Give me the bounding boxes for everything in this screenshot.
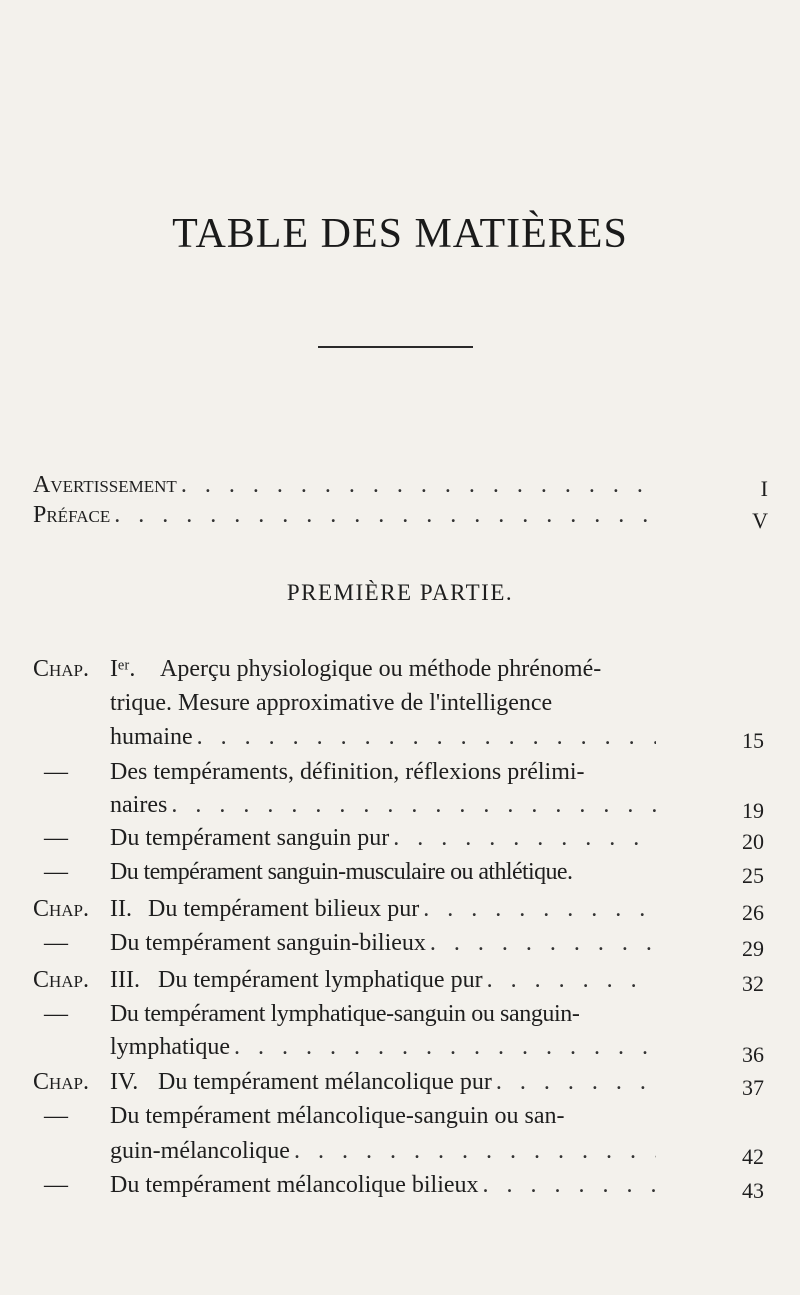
toc-page-number: 43: [742, 1178, 764, 1203]
toc-entry-bilieux-pur: [148, 894, 660, 924]
toc-entry-line: Du tempérament lymphatique pur: [158, 967, 483, 993]
toc-entry-naires: [110, 790, 660, 820]
toc-entry-line: guin-mélancolique: [110, 1138, 290, 1164]
chapter-label: Chap.: [33, 1069, 90, 1095]
leader-dots: [483, 1170, 656, 1200]
toc-page-number: 26: [742, 900, 764, 925]
chapter-number: Iᵉʳ.: [110, 656, 136, 682]
leader-dots: [423, 894, 656, 924]
toc-page-number: 36: [742, 1042, 764, 1067]
toc-page-number: V: [752, 508, 768, 533]
leader-dots: [114, 500, 654, 530]
toc-entry-line: Du tempérament lymphatique-sanguin ou sanguin-: [110, 1001, 580, 1027]
toc-entry-sanguin-bilieux: [110, 928, 660, 958]
toc-dash: —: [44, 1001, 68, 1027]
chapter-number: II.: [110, 896, 132, 922]
chapter-label: Chap.: [33, 656, 90, 682]
toc-dash: —: [44, 1172, 68, 1198]
toc-page-number: 20: [742, 829, 764, 854]
toc-entry-avertissement: [33, 470, 658, 500]
toc-page-number: 29: [742, 936, 764, 961]
leader-dots: [234, 1032, 656, 1062]
toc-entry-line: Du tempérament mélancolique pur: [158, 1069, 492, 1095]
toc-entry-line: Des tempéraments, définition, réflexions prélimi-: [110, 759, 585, 785]
leader-dots: [393, 823, 656, 853]
leader-dots: [496, 1067, 656, 1097]
toc-entry-lymphatique-pur: [158, 965, 660, 995]
leader-dots: [487, 965, 656, 995]
toc-entry-preface: [33, 500, 658, 530]
chapter-label: Chap.: [33, 967, 90, 993]
toc-entry-line: lymphatique: [110, 1034, 230, 1060]
toc-entry-humaine: [110, 722, 660, 752]
toc-entry-line: Du tempérament sanguin-bilieux: [110, 930, 426, 956]
chapter-number: IV.: [110, 1069, 139, 1095]
toc-dash: —: [44, 759, 68, 785]
toc-page-number: 19: [742, 798, 764, 823]
leader-dots: [294, 1136, 656, 1166]
toc-dash: —: [44, 859, 68, 885]
toc-entry-line: naires: [110, 792, 168, 818]
toc-page-number: 25: [742, 863, 764, 888]
toc-page-number: I: [760, 476, 768, 501]
page-title: TABLE DES MATIÈRES: [172, 211, 628, 257]
toc-dash: —: [44, 930, 68, 956]
toc-page-number: 37: [742, 1075, 764, 1100]
toc-entry-sanguin-pur: [110, 823, 660, 853]
toc-entry-line: humaine: [110, 724, 193, 750]
toc-entry-line: Du tempérament mélancolique-sanguin ou san-: [110, 1103, 565, 1129]
section-heading: PREMIÈRE PARTIE.: [286, 580, 514, 605]
toc-entry-line: Du tempérament mélancolique bilieux: [110, 1172, 479, 1198]
toc-entry-line: Du tempérament sanguin-musculaire ou athlétique.: [110, 859, 573, 885]
chapter-number: III.: [110, 967, 140, 993]
toc-page-number: 32: [742, 971, 764, 996]
leader-dots: [181, 470, 654, 500]
leader-dots: [171, 790, 656, 820]
toc-entry-line: trique. Mesure approximative de l'intelligence: [110, 690, 553, 716]
toc-entry-label: Préface: [33, 502, 111, 528]
chapter-label: Chap.: [33, 896, 90, 922]
toc-dash: —: [44, 1103, 68, 1129]
toc-entry-label: Avertissement: [33, 472, 177, 498]
leader-dots: [197, 722, 656, 752]
toc-entry-line: Aperçu physiologique ou méthode phrénomé-: [160, 656, 602, 682]
toc-entry-sanguin-lymphatique: [110, 1032, 660, 1062]
leader-dots: [430, 928, 656, 958]
toc-entry-sanguin-melancolique: [110, 1136, 660, 1166]
title-divider: [318, 346, 473, 348]
toc-entry-line: Du tempérament sanguin pur: [110, 825, 390, 851]
toc-entry-line: Du tempérament bilieux pur: [148, 896, 420, 922]
toc-entry-melancolique-pur: [158, 1067, 660, 1097]
toc-page-number: 15: [742, 728, 764, 753]
toc-page-number: 42: [742, 1144, 764, 1169]
toc-dash: —: [44, 825, 68, 851]
toc-entry-melancolique-bilieux: [110, 1170, 660, 1200]
